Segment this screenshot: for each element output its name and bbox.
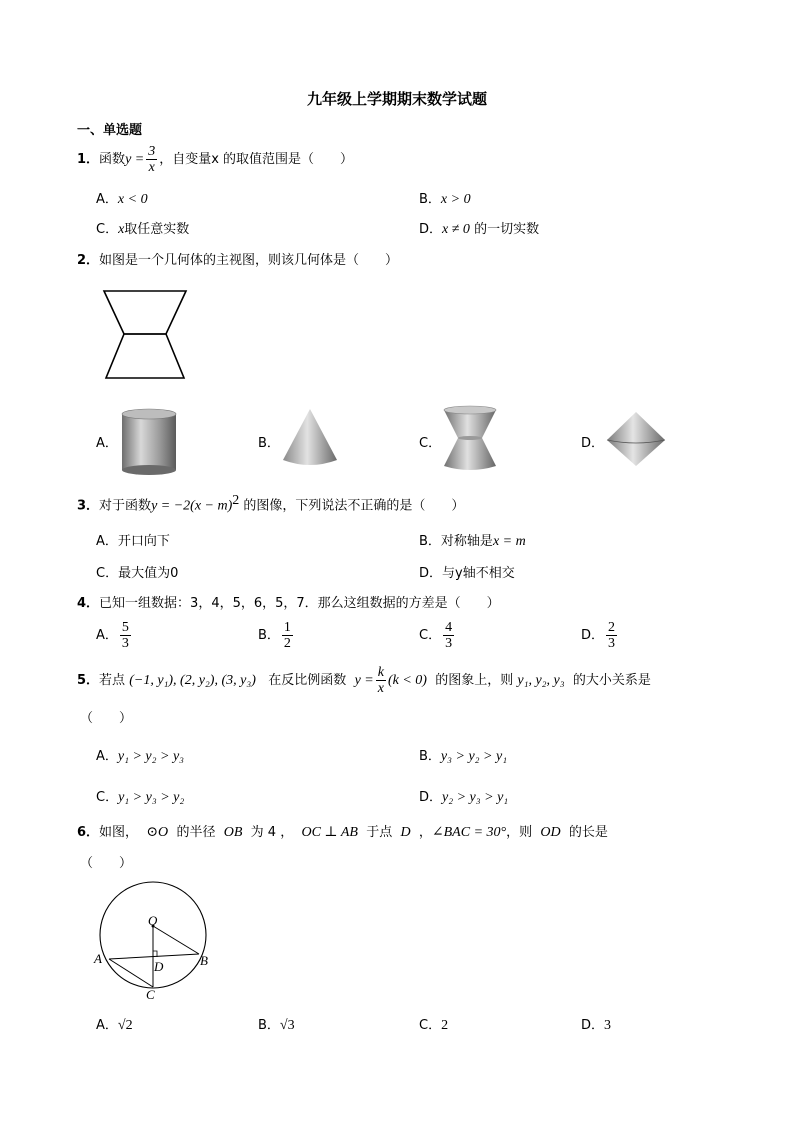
stem-text: 若点	[99, 673, 126, 688]
question-4-stem	[77, 592, 500, 611]
question-number: 2．	[77, 253, 100, 268]
option-label: C．	[419, 1018, 442, 1033]
option-text: 的一切实数	[474, 222, 540, 237]
q1-option-d[interactable]	[419, 218, 539, 238]
question-3-stem	[77, 493, 464, 514]
option-label: A．	[96, 534, 118, 549]
stem-text: 对于函数	[99, 498, 152, 514]
option-label: B．	[258, 1018, 280, 1033]
option-label: C．	[96, 566, 119, 581]
q6-option-c[interactable]	[419, 1014, 448, 1034]
math-expr: y = −2(x − m)	[151, 498, 233, 514]
q6-option-d[interactable]	[581, 1014, 611, 1034]
option-math: x = m	[492, 534, 526, 549]
question-5-stem	[77, 665, 651, 696]
q3-option-b[interactable]	[419, 530, 526, 550]
option-math: x > 0	[440, 192, 471, 207]
q2-option-b-label[interactable]: B．	[258, 436, 280, 451]
numerator: 1	[283, 620, 291, 635]
stem-text: 的长是	[568, 825, 608, 840]
hourglass-figure[interactable]	[440, 404, 500, 474]
question-number: 3．	[77, 498, 100, 514]
stem-text: 的半径	[176, 825, 216, 840]
question-1-stem	[77, 144, 353, 175]
math-expr: D	[400, 825, 411, 840]
option-label: C．	[96, 790, 119, 805]
denominator: x	[148, 160, 155, 175]
denominator: 2	[283, 636, 291, 651]
option-label: D．	[581, 628, 605, 643]
double-cone-figure[interactable]	[604, 410, 668, 470]
option-text: 开口向下	[117, 534, 170, 549]
stem-text: 的图像，下列说法不正确的是（ ）	[243, 498, 465, 514]
math-expr: y =	[354, 673, 374, 688]
label-c: C	[146, 987, 155, 1001]
stem-text: 已知一组数据：3，4，5，6，5，7．那么这组数据的方差是（ ）	[99, 596, 500, 611]
section-heading: 一、单选题	[77, 123, 143, 138]
cylinder-figure[interactable]	[118, 406, 180, 476]
stem-text: 为 4 ，	[250, 825, 294, 840]
math-expr: OD	[540, 825, 561, 840]
option-label: A．	[96, 1018, 118, 1033]
option-math: √3	[279, 1018, 295, 1033]
q6-answer-paren: （ ）	[80, 856, 133, 871]
option-math: y₁ > y₂ > y₃	[117, 749, 185, 764]
option-label: D．	[581, 1018, 605, 1033]
option-label: B．	[419, 534, 441, 549]
numerator: 5	[121, 620, 129, 635]
option-math: y₂ > y₃ > y₁	[442, 790, 509, 805]
stem-text: ，	[418, 825, 432, 840]
option-math: x ≠ 0	[442, 222, 470, 237]
q4-option-d[interactable]	[581, 620, 619, 651]
option-math: x < 0	[117, 192, 148, 207]
stem-text: ，自变量x 的取值范围是（ ）	[159, 152, 354, 167]
math-expr: OC ⊥ AB	[301, 825, 358, 840]
option-label: B．	[419, 192, 441, 207]
math-expr: y =	[125, 152, 145, 167]
option-label: A．	[96, 192, 118, 207]
q3-option-a[interactable]	[96, 530, 170, 549]
math-expr: ∠BAC = 30°	[431, 825, 507, 840]
denominator: 3	[445, 636, 453, 651]
front-view-figure	[100, 288, 190, 382]
fraction	[443, 620, 454, 651]
option-label: D．	[419, 222, 443, 237]
q5-option-a[interactable]	[96, 745, 184, 765]
option-text: 对称轴是	[440, 534, 493, 549]
option-label: D．	[419, 790, 443, 805]
q6-option-a[interactable]	[96, 1014, 133, 1034]
fraction	[282, 620, 293, 651]
q5-option-b[interactable]	[419, 745, 507, 765]
page-title: 九年级上学期期末数学试题	[307, 90, 488, 108]
math-expr: y₁, y₂, y₃	[517, 673, 565, 688]
numerator: 2	[608, 620, 616, 635]
option-label: B．	[258, 628, 280, 643]
q4-option-a[interactable]	[96, 620, 133, 651]
option-math: 3	[604, 1018, 612, 1033]
option-text: 最大值为0	[118, 566, 179, 581]
question-number: 5．	[77, 673, 100, 688]
fraction	[146, 144, 157, 175]
option-math: y₃ > y₂ > y₁	[440, 749, 508, 764]
cone-figure[interactable]	[280, 406, 340, 470]
option-label: A．	[96, 628, 118, 643]
option-math: y₁ > y₃ > y₂	[118, 790, 185, 805]
q5-answer-paren: （ ）	[80, 711, 133, 726]
stem-text: ，则	[506, 825, 533, 840]
q2-option-d-label[interactable]: D．	[581, 436, 605, 451]
label-a: A	[94, 951, 102, 966]
denominator: x	[377, 681, 384, 696]
label-d: D	[154, 959, 164, 974]
numerator: k	[377, 665, 384, 680]
option-label: C．	[96, 222, 119, 237]
math-expr: (k < 0)	[387, 673, 427, 688]
q2-option-c-label[interactable]: C．	[419, 436, 442, 451]
stem-text: 的图象上，则	[435, 673, 514, 688]
exponent: 2	[232, 493, 240, 508]
q5-option-d[interactable]	[419, 786, 508, 806]
fraction	[120, 620, 131, 651]
question-number: 4．	[77, 596, 100, 611]
stem-text: 如图，	[99, 825, 139, 840]
option-math: x	[118, 222, 125, 237]
option-text: 取任意实数	[124, 222, 190, 237]
denominator: 3	[608, 636, 616, 651]
option-label: C．	[419, 628, 442, 643]
option-math: √2	[117, 1018, 133, 1033]
fraction	[376, 665, 386, 696]
option-label: D．	[419, 566, 443, 581]
fraction	[606, 620, 617, 651]
question-number: 6．	[77, 825, 100, 840]
option-math: 2	[441, 1018, 449, 1033]
label-o: O	[148, 913, 158, 928]
math-expr: ⊙O	[146, 825, 169, 840]
option-label: A．	[96, 749, 118, 764]
question-6-stem	[77, 821, 608, 841]
option-label: B．	[419, 749, 441, 764]
numerator: 3	[148, 144, 156, 159]
stem-text: 于点	[366, 825, 393, 840]
q4-option-c[interactable]	[419, 620, 456, 651]
circle-geometry-figure	[90, 873, 220, 1001]
stem-text: 如图是一个几何体的主视图，则该几何体是（ ）	[99, 253, 399, 268]
q2-option-a-label[interactable]: A．	[96, 436, 118, 451]
q6-option-b[interactable]	[258, 1014, 295, 1034]
numerator: 4	[445, 620, 453, 635]
math-expr: (−1, y₁), (2, y₂), (3, y₃)	[129, 673, 256, 688]
stem-text: 函数	[99, 152, 126, 167]
math-expr: OB	[223, 825, 243, 840]
option-text: 与y轴不相交	[442, 566, 515, 581]
q3-option-c[interactable]	[96, 562, 178, 581]
q4-option-b[interactable]	[258, 620, 295, 651]
q1-option-c[interactable]	[96, 218, 189, 238]
q5-option-c[interactable]	[96, 786, 184, 806]
q1-option-b[interactable]	[419, 188, 471, 208]
stem-text: 的大小关系是	[572, 673, 651, 688]
question-number: 1．	[77, 152, 100, 167]
stem-text: 在反比例函数	[268, 673, 347, 688]
label-b: B	[200, 953, 208, 968]
question-2-stem	[77, 249, 398, 268]
q1-option-a[interactable]	[96, 188, 148, 208]
denominator: 3	[121, 636, 129, 651]
q3-option-d[interactable]	[419, 562, 515, 581]
